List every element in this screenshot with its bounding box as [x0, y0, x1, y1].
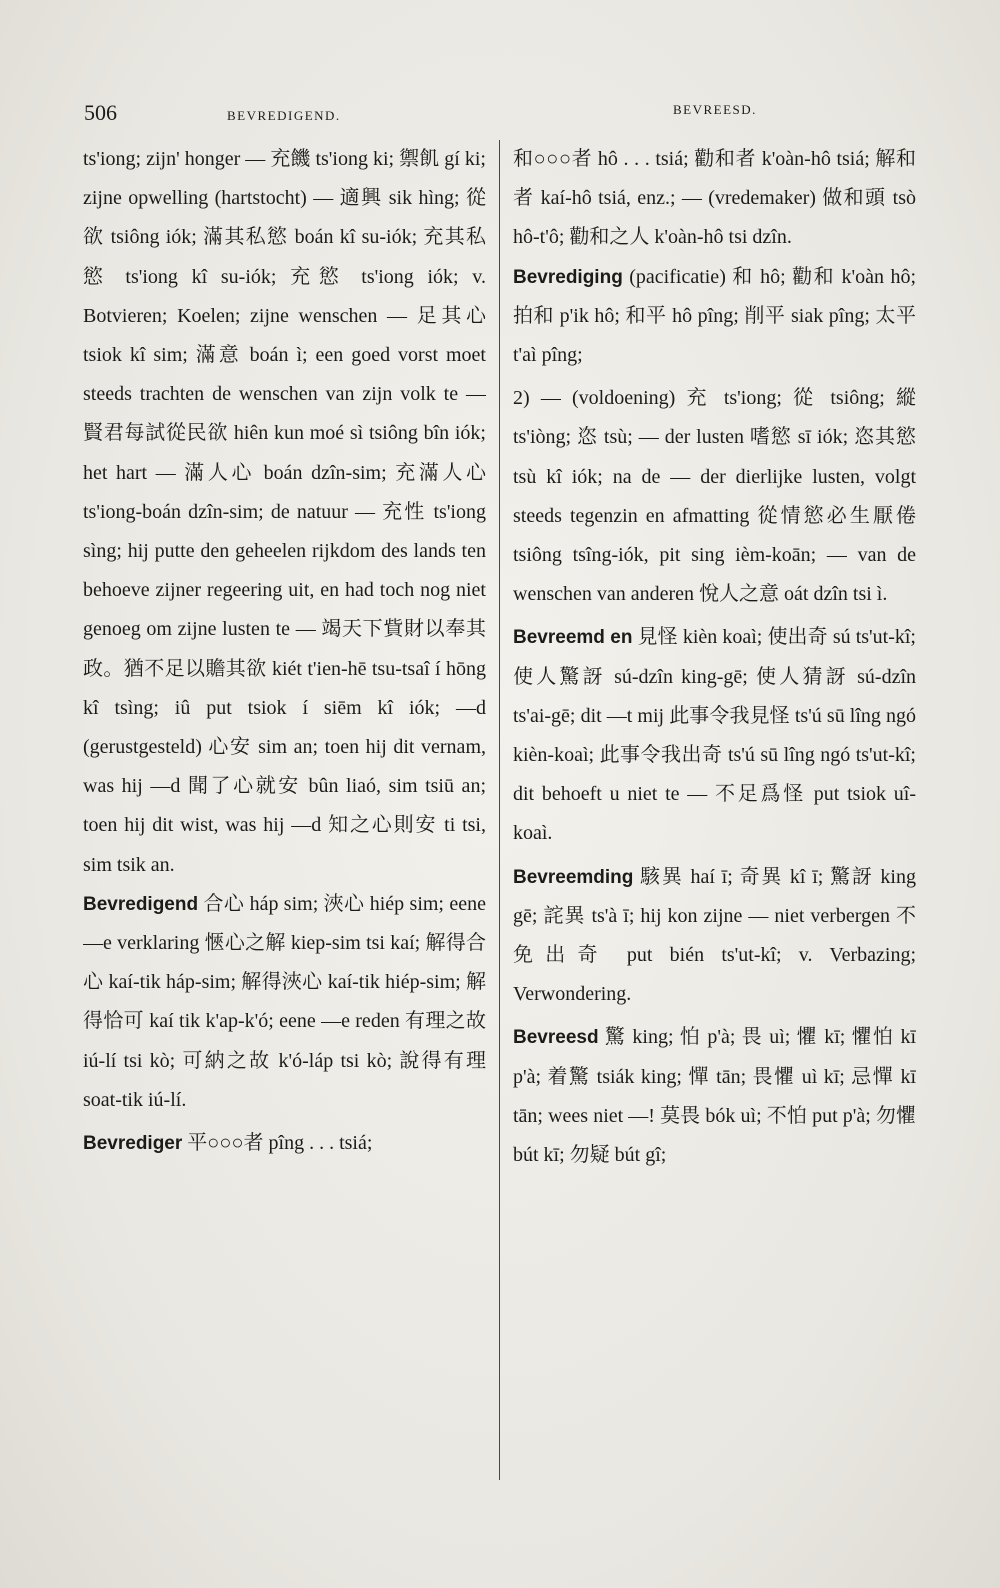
entry-body: 駭異 haí ī; 奇異 kî ī; 驚訝 king gē; 詫異 ts'à ī; hij kon zijne — niet verbergen 不免出奇 put bién ts'ut-kî; v. Verbazing; Verwondering. [513, 865, 916, 1006]
right-column [513, 140, 916, 1500]
dictionary-entry [83, 1124, 486, 1163]
entry-headword: Bevreesd [513, 1027, 599, 1049]
entry-headword: Bevreemd en [513, 627, 633, 649]
entry-headword: Bevrediger [83, 1133, 183, 1155]
entry-headword: Bevredigend [83, 893, 199, 915]
entry-body: 驚 king; 怕 p'à; 畏 uì; 懼 kī; 懼怕 kī p'à; 着驚 tsiák king; 憚 tān; 畏懼 uì kī; 忌憚 kī tān; wees niet —! 莫畏 bók uì; 不怕 put p'à; 勿懼 bút kī; 勿疑 bút gî; [513, 1026, 916, 1167]
dictionary-entry [513, 379, 916, 614]
continued-entry-text: ts'iong; zijn' honger — 充饑 ts'iong ki; 禦飢 gí ki; zijne opwelling (hartstocht) — 適興 sik hìng; 從欲 tsiông iók; 滿其私慾 boán kî su-iók; 充其私慾 ts'iong kî su-iók; 充慾 ts'iong iók; v. Botvieren; Koelen; zijne wenschen — 足其心 tsiok kî sim; 滿意 boán ì; een goed vorst moet steeds trachten de wenschen van zijn volk te — 賢君每試從民欲 hiên kun moé sì tsiông bîn iók; het hart — 滿人心 boán dzîn-sim; 充滿人心 ts'iong-boán dzîn-sim; de natuur — 充性 ts'iong sìng; hij putte den geheelen rijkdom des lands ten behoeve zijner regeering uit, en had toch nog niet genoeg om zijne lusten te — 竭天下貲財以奉其政。猶不足以贍其欲 kiét t'ien-hē tsu-tsaî í hōng kî tsìng; iû put tsiok í siēm kî iók; —d (gerustgesteld) 心安 sim an; toen hij dit vernam, was hij —d 聞了心就安 bûn liaó, sim tsiū an; toen hij dit wist, was hij —d 知之心則安 ti tsi, sim tsik an. [83, 148, 486, 876]
left-column [83, 140, 486, 1500]
entry-body: (pacificatie) 和 hô; 勸和 k'oàn hô; 拍和 p'ik hô; 和平 hô pîng; 削平 siak pîng; 太平 t'aì pîng; [513, 265, 916, 367]
running-head [84, 100, 784, 130]
entry-body: 合心 háp sim; 浹心 hiép sim; eene —e verklaring 愜心之解 kiep-sim tsi kaí; 解得合心 kaí-tik háp-sim; 解得浹心 kaí-tik hiép-sim; 解得恰可 kaí tik k'ap-k'ó; eene —e reden 有理之故 iú-lí tsi kò; 可納之故 k'ó-láp tsi kò; 說得有理 soat-tik iú-lí. [83, 892, 486, 1111]
column-divider [499, 140, 500, 1480]
entry-headword: Bevrediging [513, 266, 623, 288]
continued-entry-text: 和○○○者 hô . . . tsiá; 勸和者 k'oàn-hô tsiá; 解和者 kaí-hô tsiá, enz.; — (vredemaker) 做和頭 tsò hô-t'ô; 勸和之人 k'oàn-hô tsi dzîn. [513, 148, 916, 249]
dictionary-entry [513, 258, 916, 376]
entry-body: 2) — (voldoening) 充 ts'iong; 從 tsiông; 縱 ts'iòng; 恣 tsù; — der lusten 嗜慾 sī iók; 恣其慾 tsù kî iók; na de — der dierlijke lusten, volgt steeds tegenzin en afmatting 從情慾必生厭倦 tsiông tsîng-iók, pit sing ièm-koān; — van de wenschen van anderen 悅人之意 oát dzîn tsi ì. [513, 387, 916, 606]
dictionary-entry [83, 885, 486, 1120]
entry-body: 平○○○者 pîng . . . tsiá; [182, 1132, 373, 1155]
entry-headword: Bevreemding [513, 866, 634, 888]
left-running-head: BEVREDIGEND. [227, 108, 341, 123]
dictionary-entry [513, 618, 916, 853]
dictionary-entry [513, 1018, 916, 1175]
page-number: 506 [84, 100, 117, 125]
dictionary-entry [513, 858, 916, 1015]
right-running-head: BEVREESD. [673, 102, 757, 117]
entry-body: 見怪 kièn koaì; 使出奇 sú ts'ut-kî; 使人驚訝 sú-dzîn king-gē; 使人猜訝 sú-dzîn ts'ai-gē; dit —t mij 此事令我見怪 ts'ú sū lîng ngó kièn-koaì; 此事令我出奇 ts'ú sū lîng ngó ts'ut-kî; dit behoeft u niet te — 不足爲怪 put tsiok uî-koaì. [513, 626, 916, 845]
